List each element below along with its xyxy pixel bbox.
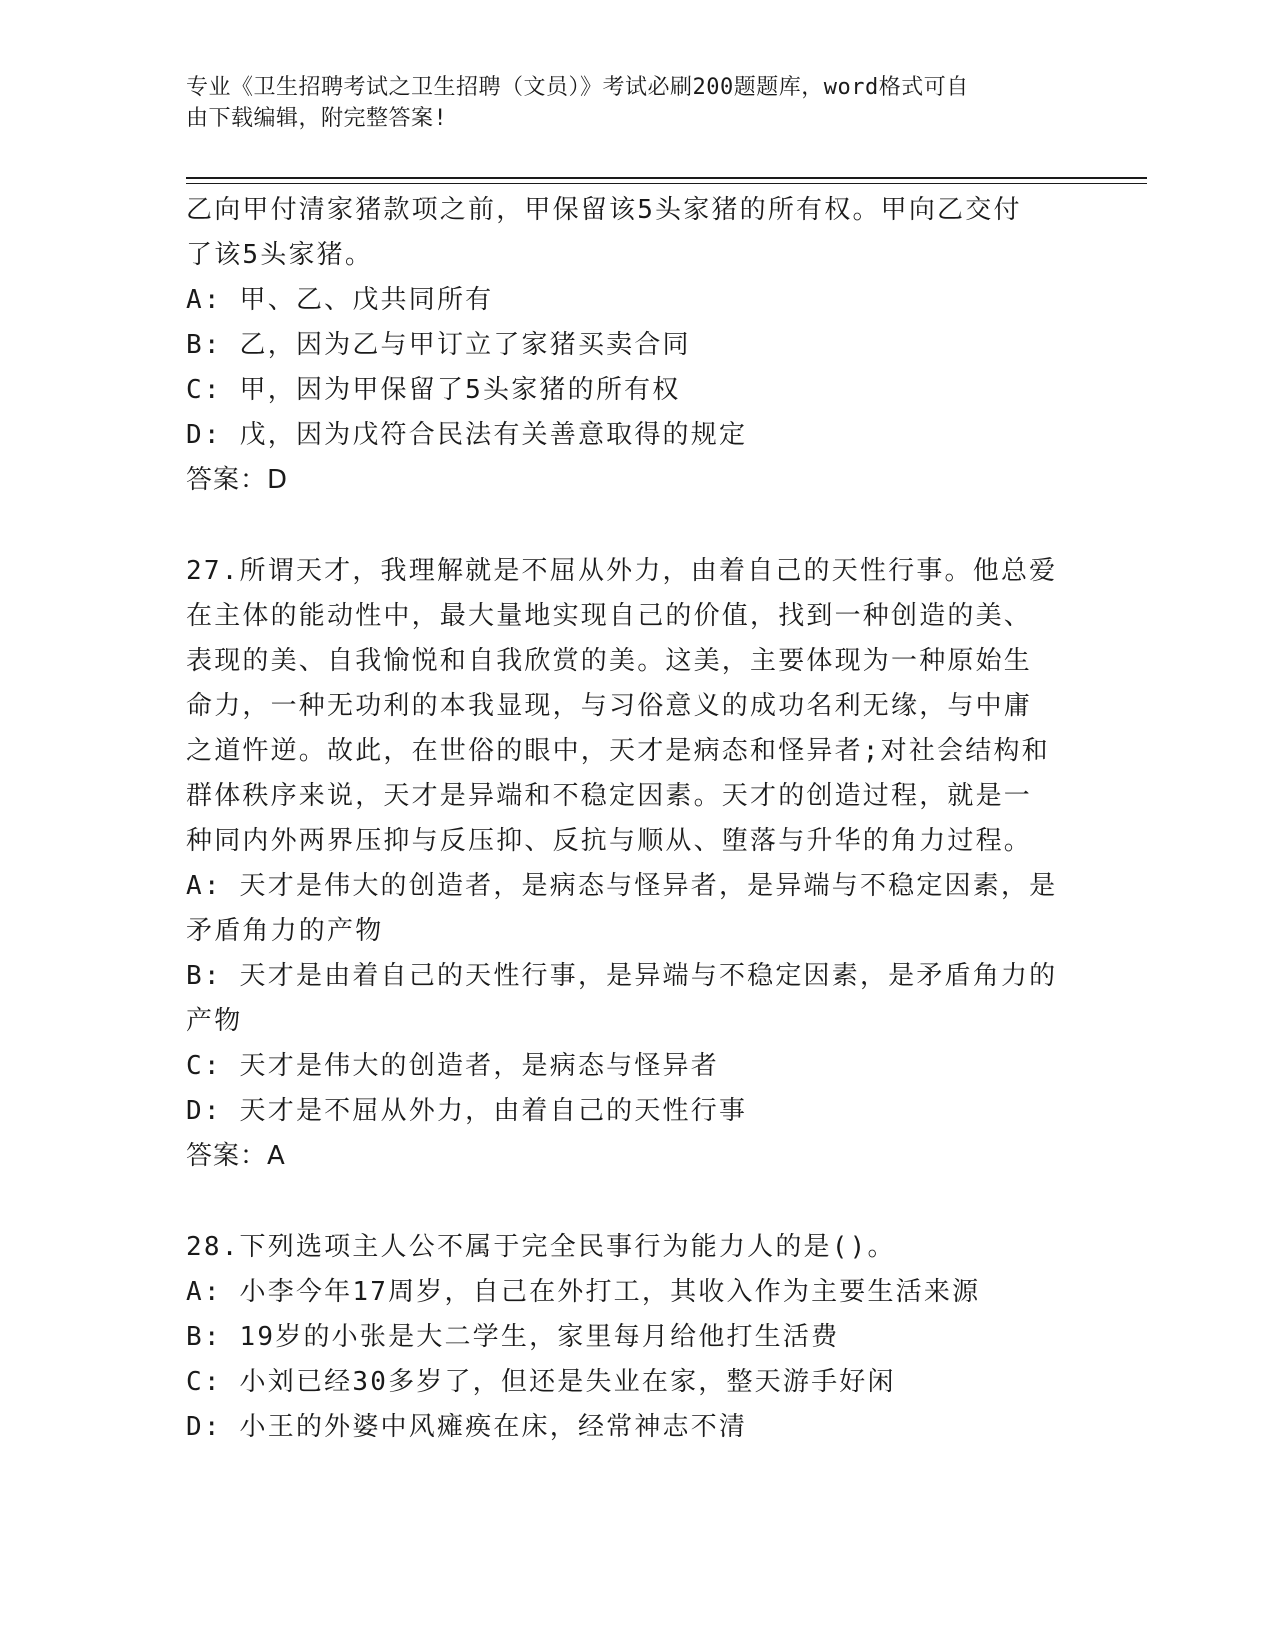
option-a: A: 天才是伟大的创造者，是病态与怪异者，是异端与不稳定因素，是	[186, 871, 1058, 901]
question-text-line: 命力，一种无功利的本我显现，与习俗意义的成功名利无缘，与中庸	[186, 691, 1033, 721]
option-c: C: 天才是伟大的创造者，是病态与怪异者	[186, 1051, 719, 1081]
option-c: C: 甲，因为甲保留了5头家猪的所有权	[186, 375, 681, 405]
question-text-line: 了该5头家猪。	[186, 240, 374, 270]
question-text-line: 之道忤逆。故此，在世俗的眼中，天才是病态和怪异者;对社会结构和	[186, 736, 1050, 766]
option-b: B: 天才是由着自己的天性行事，是异端与不稳定因素，是矛盾角力的	[186, 961, 1058, 991]
question-text-line: 种同内外两界压抑与反压抑、反抗与顺从、堕落与升华的角力过程。	[186, 826, 1033, 856]
question-text-line: 27.所谓天才，我理解就是不屈从外力，由着自己的天性行事。他总爱	[186, 556, 1058, 586]
option-a: A: 小李今年17周岁，自己在外打工，其收入作为主要生活来源	[186, 1277, 981, 1307]
question-text-line: 表现的美、自我愉悦和自我欣赏的美。这美，主要体现为一种原始生	[186, 646, 1033, 676]
option-d: D: 小王的外婆中风瘫痪在床，经常神志不清	[186, 1412, 748, 1442]
answer-label: 答案：A	[186, 1141, 286, 1171]
option-a-continued: 矛盾角力的产物	[186, 916, 384, 946]
header-divider-thick	[186, 177, 1147, 179]
option-c: C: 小刘已经30多岁了，但还是失业在家，整天游手好闲	[186, 1367, 896, 1397]
option-b: B: 19岁的小张是大二学生，家里每月给他打生活费	[186, 1322, 840, 1352]
question-text-line: 乙向甲付清家猪款项之前，甲保留该5头家猪的所有权。甲向乙交付	[186, 195, 1022, 225]
option-b: B: 乙，因为乙与甲订立了家猪买卖合同	[186, 330, 691, 360]
question-text-line: 28.下列选项主人公不属于完全民事行为能力人的是()。	[186, 1232, 896, 1262]
question-26-continuation	[186, 188, 1066, 503]
option-b-continued: 产物	[186, 1006, 243, 1036]
option-d: D: 天才是不屈从外力，由着自己的天性行事	[186, 1096, 748, 1126]
spacer	[186, 1179, 1066, 1225]
document-header	[186, 72, 1066, 134]
option-d: D: 戊，因为戊符合民法有关善意取得的规定	[186, 420, 748, 450]
question-28	[186, 1225, 1066, 1450]
option-a: A: 甲、乙、戊共同所有	[186, 285, 494, 315]
question-27	[186, 549, 1066, 1179]
question-body	[186, 188, 1066, 1450]
header-divider-thin	[186, 183, 1147, 184]
answer-label: 答案：D	[186, 465, 289, 495]
question-text-line: 群体秩序来说，天才是异端和不稳定因素。天才的创造过程，就是一	[186, 781, 1033, 811]
header-line-2: 由下载编辑，附完整答案!	[186, 106, 448, 131]
question-text-line: 在主体的能动性中，最大量地实现自己的价值，找到一种创造的美、	[186, 601, 1033, 631]
header-line-1: 专业《卫生招聘考试之卫生招聘（文员）》考试必刷200题题库，word格式可自	[186, 75, 969, 100]
spacer	[186, 503, 1066, 549]
